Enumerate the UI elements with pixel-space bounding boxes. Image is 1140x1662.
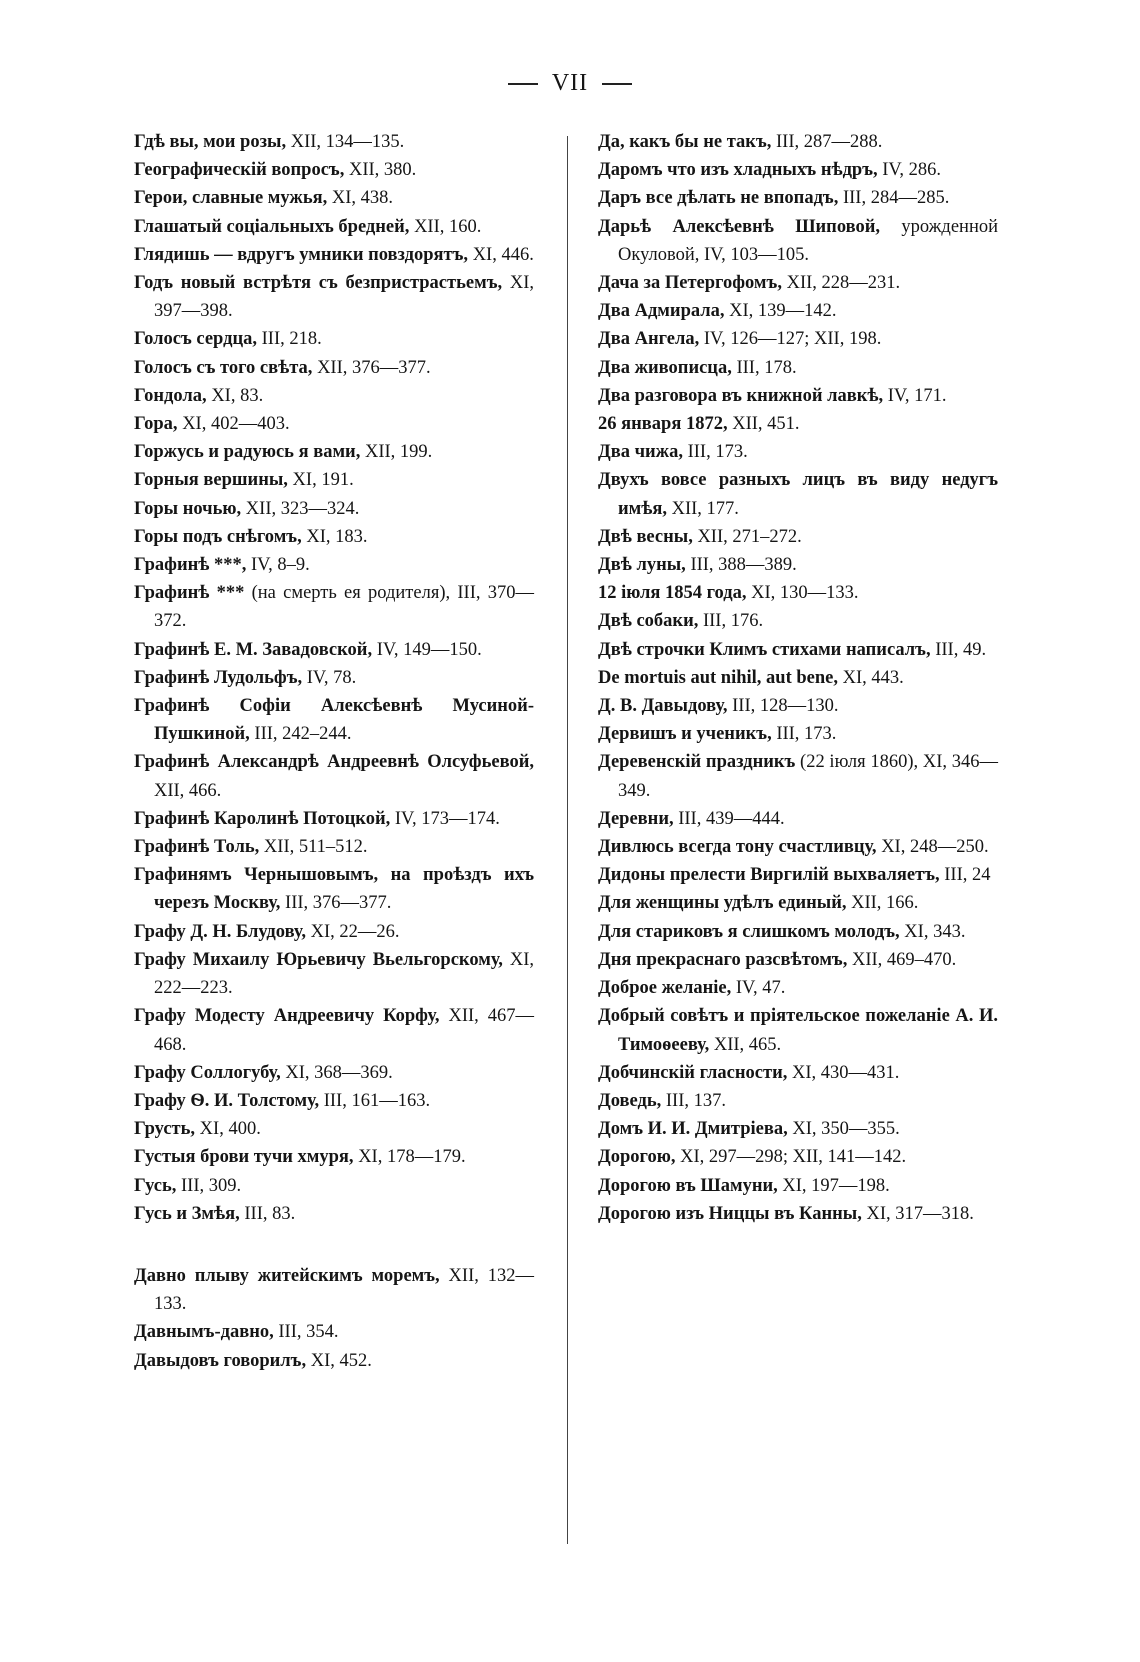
entry-title: Герои, славные мужья, (134, 188, 328, 209)
index-entry (598, 636, 998, 664)
entry-title: Двухъ вовсе разныхъ лицъ въ виду недугъ имѣя, (598, 470, 998, 519)
page-header (0, 70, 1140, 97)
entry-reference: III, 178. (731, 357, 797, 378)
entry-title: De mortuis aut nihil, aut bene, (598, 667, 839, 688)
index-entry (134, 805, 534, 833)
index-entry (598, 918, 998, 946)
entry-reference: XI, 183. (301, 526, 368, 547)
entry-title: Голосъ сердца, (134, 329, 257, 350)
entry-title: Домъ И. И. Дмитріева, (598, 1119, 788, 1140)
index-entry (598, 213, 998, 269)
index-entry (134, 523, 534, 551)
index-entry (598, 438, 998, 466)
entry-reference: XI, 222—223. (154, 949, 534, 999)
entry-title: Горы подъ снѣгомъ, (134, 526, 302, 547)
entry-title: Два разговора въ книжной лавкѣ, (598, 385, 884, 406)
index-entry (598, 184, 998, 212)
entry-title: Гусь и Змѣя, (134, 1203, 240, 1224)
index-entry (598, 1087, 998, 1115)
entry-title: Графу Ѳ. И. Толстому, (134, 1090, 320, 1111)
entry-reference: XI, 430—431. (787, 1062, 900, 1083)
entry-reference: XII, 451. (727, 414, 800, 435)
entry-reference: III, 287—288. (771, 132, 883, 152)
entry-reference: XI, 130—133. (746, 583, 859, 604)
index-entry (598, 974, 998, 1002)
index-entry (134, 184, 534, 212)
entry-title: Двѣ собаки, (598, 611, 699, 632)
entry-title: Густыя брови тучи хмуря, (134, 1147, 354, 1168)
index-entry (598, 297, 998, 325)
entry-title: Графинѣ ***, (134, 555, 247, 576)
entry-title: Гусь, (134, 1175, 177, 1196)
index-entry (134, 946, 534, 1002)
index-entry (598, 354, 998, 382)
entry-title: Графу Модесту Андреевичу Корфу, (134, 1006, 440, 1027)
entry-reference: XII, 467—468. (154, 1006, 534, 1055)
index-entry (598, 1143, 998, 1171)
entry-title: Давно плыву житейскимъ моремъ, (134, 1265, 440, 1286)
entry-reference: III, 439—444. (673, 808, 785, 829)
entry-reference: XII, 160. (409, 216, 482, 237)
entry-reference: III, 376—377. (280, 893, 392, 914)
entry-reference: XI, 452. (306, 1350, 372, 1371)
index-entry (134, 241, 534, 269)
index-entry (598, 325, 998, 353)
entry-title: Доведь, (598, 1090, 662, 1111)
entry-reference: XI, 446. (468, 244, 534, 265)
index-entry (134, 354, 534, 382)
index-entry (598, 1059, 998, 1087)
entry-reference: XI, 317—318. (861, 1203, 974, 1224)
entry-reference: IV, 126—127; XII, 198. (699, 329, 882, 350)
entry-reference: XI, 248—250. (876, 837, 989, 858)
entry-reference: XI, 443. (838, 667, 904, 688)
entry-title: Горжусь и радуюсь я вами, (134, 442, 361, 463)
entry-reference: XII, 166. (846, 893, 919, 914)
entry-title: Дивлюсь всегда тону счастливцу, (598, 837, 877, 858)
index-entry (134, 1115, 534, 1143)
entry-title: Географическій вопросъ, (134, 160, 345, 181)
entry-reference: IV, 171. (883, 385, 947, 406)
index-entry (134, 1002, 534, 1058)
entry-reference: XII, 199. (360, 442, 433, 463)
entry-title: Деревенскій праздникъ (598, 752, 796, 773)
index-entry (598, 861, 998, 889)
entry-title: 26 января 1872, (598, 414, 728, 435)
entry-title: Даромъ что изъ хладныхъ нѣдръ, (598, 160, 878, 181)
entry-title: Графу Соллогубу, (134, 1062, 281, 1083)
index-entry (134, 438, 534, 466)
entry-title: Грусть, (134, 1119, 196, 1140)
index-entry (134, 692, 534, 748)
entry-reference: XI, 368—369. (280, 1062, 393, 1083)
entry-title: Да, какъ бы не такъ, (598, 132, 772, 152)
header-dash-right (602, 83, 632, 85)
entry-title: Дидоны прелести Виргилій выхваляетъ, (598, 865, 940, 886)
entry-title: Дарьѣ Алексѣевнѣ Шиповой, (598, 216, 881, 237)
entry-title: Графинѣ Каролинѣ Потоцкой, (134, 808, 391, 829)
entry-reference: IV, 78. (302, 667, 357, 688)
index-entry (134, 156, 534, 184)
entry-reference: III, 24 (939, 865, 991, 886)
entry-reference: (22 іюля 1860), XI, 346—349. (618, 752, 998, 801)
entry-title: Деревни, (598, 808, 674, 829)
entry-title: Графинѣ Софіи Алексѣевнѣ Мусиной-Пушкиной, (134, 696, 534, 745)
entry-reference: XI, 350—355. (787, 1119, 900, 1140)
entry-title: Графинѣ Александрѣ Андреевнѣ Олсуфьевой, (134, 752, 534, 773)
entry-reference: III, 388—389. (685, 555, 797, 576)
index-entry (598, 269, 998, 297)
entry-reference: III, 309. (176, 1175, 242, 1196)
entry-title: Добрый совѣтъ и пріятельское пожеланіе А. И. Тимоѳееву, (598, 1006, 998, 1055)
index-entry (134, 918, 534, 946)
index-entry (598, 946, 998, 974)
entry-title: Горныя вершины, (134, 470, 288, 491)
entry-title: Для стариковъ я слишкомъ молодъ, (598, 921, 900, 942)
entry-reference: XII, 376—377. (312, 357, 431, 378)
entry-reference: XII, 466. (154, 780, 222, 801)
entry-reference: III, 218. (257, 329, 322, 350)
entry-reference: XII, 271–272. (692, 526, 802, 547)
entry-reference: XI, 397—398. (154, 273, 534, 322)
entry-title: Дорогою въ Шамуни, (598, 1175, 778, 1196)
index-entry (598, 382, 998, 410)
entry-title: Графинѣ Толь, (134, 837, 260, 858)
entry-reference: IV, 173—174. (390, 808, 500, 829)
entry-title: Дня прекраснаго разсвѣтомъ, (598, 949, 848, 970)
entry-title: Глашатый соціальныхъ бредней, (134, 216, 410, 237)
entry-reference: XII, 177. (667, 498, 739, 519)
index-entry (134, 1172, 534, 1200)
index-entry (598, 1002, 998, 1058)
index-entry (598, 551, 998, 579)
index-entry (598, 748, 998, 804)
entry-reference: IV, 47. (731, 978, 786, 999)
index-entry (598, 833, 998, 861)
index-entry (134, 1262, 534, 1318)
entry-reference: XI, 438. (327, 188, 394, 209)
index-entry (598, 607, 998, 635)
index-entry (134, 269, 534, 325)
index-entry (134, 1318, 534, 1346)
entry-reference: III, 284—285. (838, 188, 950, 209)
entry-reference: XI, 343. (899, 921, 966, 942)
entry-reference: III, 173. (771, 724, 837, 745)
entry-reference: XII, 134—135. (286, 132, 405, 152)
entry-reference: XII, 380. (344, 160, 417, 181)
entry-reference: XI, 22—26. (305, 921, 400, 942)
header-dash-left (508, 83, 538, 85)
entry-reference: XI, 83. (206, 385, 264, 406)
entry-title: Д. В. Давыдову, (598, 696, 728, 717)
page-number: VII (551, 70, 589, 96)
entry-reference: III, 128—130. (727, 696, 839, 717)
entry-title: Два Ангела, (598, 329, 700, 350)
index-entry (598, 720, 998, 748)
entry-reference: III, 176. (698, 611, 764, 632)
entry-title: Доброе желаніе, (598, 978, 732, 999)
entry-title: Добчинскій гласности, (598, 1062, 788, 1083)
entry-reference: III, 242–244. (249, 724, 352, 745)
index-entry (134, 551, 534, 579)
entry-title: Двѣ весны, (598, 526, 693, 547)
entry-reference: XII, 465. (709, 1034, 782, 1055)
entry-reference: IV, 8–9. (246, 555, 310, 576)
entry-reference: III, 83. (239, 1203, 296, 1224)
entry-title: Дорогою изъ Ниццы въ Канны, (598, 1203, 862, 1224)
entry-title: Два чижа, (598, 442, 683, 463)
entry-reference: XI, 402—403. (177, 414, 290, 435)
index-entry (598, 805, 998, 833)
entry-reference: III, 137. (661, 1090, 726, 1111)
entry-title: Два Адмирала, (598, 301, 725, 322)
index-entry (134, 495, 534, 523)
entry-title: Годъ новый встрѣтя съ безпристрастьемъ, (134, 273, 503, 294)
entry-reference: XII, 469–470. (847, 949, 957, 970)
index-entry (598, 889, 998, 917)
index-entry (598, 156, 998, 184)
entry-title: Голосъ съ того свѣта, (134, 357, 313, 378)
entry-reference: IV, 286. (877, 160, 942, 181)
index-entry (598, 466, 998, 522)
right-column (598, 128, 998, 1228)
index-entry (134, 1087, 534, 1115)
entry-reference: III, 49. (930, 639, 987, 660)
entry-reference: XI, 197—198. (777, 1175, 890, 1196)
index-entry (134, 833, 534, 861)
entry-reference: XII, 323—324. (241, 498, 360, 519)
entry-title: Глядишь — вдругъ умники повздорятъ, (134, 244, 469, 265)
left-column (134, 128, 534, 1375)
index-entry (598, 128, 998, 156)
index-entry (598, 692, 998, 720)
entry-title: Гора, (134, 414, 178, 435)
entry-title: Два живописца, (598, 357, 732, 378)
entry-reference: III, 161—163. (319, 1090, 431, 1111)
entry-title: Давнымъ-давно, (134, 1322, 274, 1343)
entry-title: Горы ночью, (134, 498, 242, 519)
index-entry (598, 664, 998, 692)
entry-reference: IV, 149—150. (372, 639, 482, 660)
entry-title: Двѣ строчки Климъ стихами написалъ, (598, 639, 931, 660)
index-entry (134, 325, 534, 353)
entry-title: Графу Михаилу Юрьевичу Вьельгорскому, (134, 949, 503, 970)
entry-title: Даръ все дѣлать не впопадъ, (598, 188, 839, 209)
entry-title: Двѣ луны, (598, 555, 686, 576)
index-entry (598, 523, 998, 551)
entry-title: Графинѣ Лудольфъ, (134, 667, 303, 688)
entry-title: Гондола, (134, 385, 207, 406)
index-entry (134, 128, 534, 156)
column-divider (567, 136, 568, 1544)
index-entry (598, 1172, 998, 1200)
index-entry (598, 579, 998, 607)
index-entry (134, 579, 534, 635)
index-entry (598, 1200, 998, 1228)
index-entry (134, 466, 534, 494)
index-entry (598, 1115, 998, 1143)
index-entry (598, 410, 998, 438)
index-entry (134, 382, 534, 410)
entry-reference: XII, 228—231. (781, 273, 901, 294)
index-entry (134, 664, 534, 692)
entry-reference: XI, 297—298; XII, 141—142. (675, 1147, 907, 1168)
entry-reference: XI, 191. (287, 470, 354, 491)
index-entry (134, 636, 534, 664)
index-entry (134, 213, 534, 241)
entry-title: Графу Д. Н. Блудову, (134, 921, 306, 942)
entry-title: Графинямъ Чернышовымъ, на проѣздъ ихъ черезъ Москву, (134, 865, 534, 914)
entry-reference: (на смерть ея родителя), III, 370—372. (154, 583, 534, 632)
index-entry (134, 1347, 534, 1375)
entry-title: Давыдовъ говорилъ, (134, 1350, 307, 1371)
entry-title: Гдѣ вы, мои розы, (134, 132, 287, 152)
entry-title: Дорогою, (598, 1147, 676, 1168)
index-entry (134, 410, 534, 438)
entry-reference: XI, 139—142. (724, 301, 837, 322)
entry-reference: XII, 132—133. (154, 1265, 534, 1315)
index-entry (134, 748, 534, 804)
entry-title: 12 іюля 1854 года, (598, 583, 747, 604)
entry-reference: XI, 178—179. (353, 1147, 466, 1168)
entry-title: Для женщины удѣлъ единый, (598, 893, 847, 914)
entry-reference: XI, 400. (195, 1119, 261, 1140)
entry-title: Графинѣ Е. М. Завадовской, (134, 639, 373, 660)
entry-reference: III, 354. (273, 1322, 339, 1343)
entry-title: Дервишъ и ученикъ, (598, 724, 772, 745)
entry-reference: III, 173. (682, 442, 748, 463)
index-entry (134, 1143, 534, 1171)
index-entry (134, 861, 534, 917)
index-entry (134, 1059, 534, 1087)
entry-reference: урожденной Окуловой, IV, 103—105. (618, 216, 998, 265)
entry-title: Дача за Петергофомъ, (598, 273, 782, 294)
entry-reference: XII, 511–512. (259, 837, 368, 858)
entry-title: Графинѣ *** (134, 583, 245, 604)
index-entry (134, 1200, 534, 1228)
